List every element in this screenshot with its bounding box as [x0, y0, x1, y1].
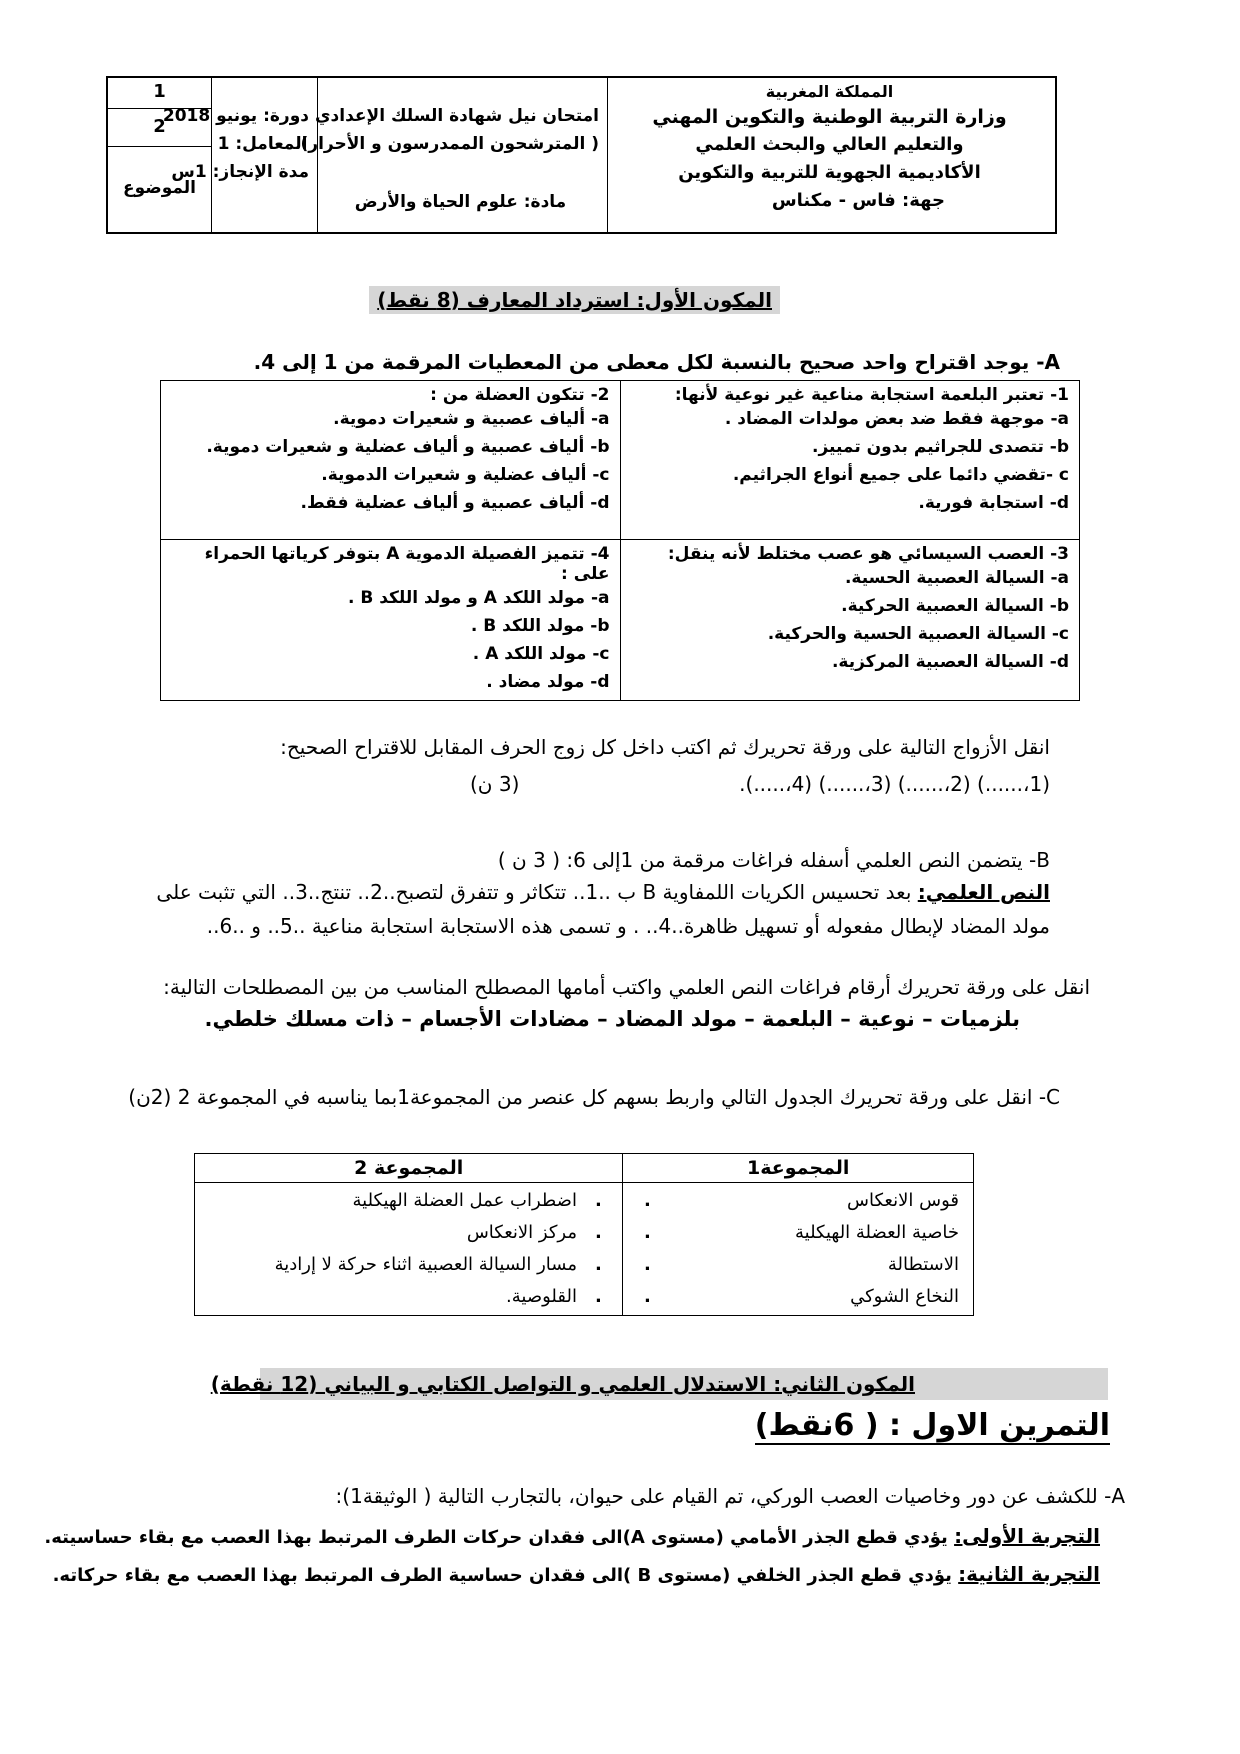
question-1	[620, 381, 1080, 540]
group2-item[interactable]: . القلوصية.	[209, 1281, 608, 1313]
question-4-option-b: b- مولد اللكد B .	[470, 616, 610, 636]
part1-a-instruction: انقل الأزواج التالية على ورقة تحريرك ثم اكتب داخل كل زوج الحرف المقابل للاقتراح الصحيح:	[280, 735, 1050, 759]
group1-header: المجموعة1	[623, 1154, 974, 1183]
group1-item[interactable]: الاستطالة .	[637, 1249, 959, 1281]
qcm-table	[160, 380, 1080, 701]
region-text: جهة: فاس - مكناس	[771, 190, 945, 211]
session-cell	[162, 78, 317, 232]
question-3	[620, 540, 1080, 701]
bullet: .	[644, 1254, 651, 1275]
experiment-2-text: يؤدي قطع الجذر الخلفي (مستوى B )الى فقدان حساسية الطرف المرتبط بهذا العصب مع بقاء حركاته.	[52, 1565, 959, 1586]
bullet: .	[595, 1254, 602, 1275]
question-4-title: 4- تتميز الفصيلة الدموية A بتوفر كرياتها الحمراء على :	[204, 544, 610, 584]
ministry-line-1: وزارة التربية الوطنية والتكوين المهني	[652, 106, 1007, 128]
part1-a-intro: A- يوجد اقتراح واحد صحيح بالنسبة لكل معطى من المعطيات المرقمة من 1 إلى 4.	[253, 350, 1060, 374]
bullet: .	[595, 1190, 602, 1211]
question-4-option-c: c- مولد اللكد A .	[472, 644, 610, 664]
part1-title: المكون الأول: استرداد المعارف (8 نقط)	[369, 286, 780, 314]
question-1-title: 1- تعتبر البلعمة استجابة مناعية غير نوعية لأنها:	[674, 385, 1069, 405]
exam-title-2: ( المترشحون الممدرسون و الأحرار)	[300, 134, 599, 154]
group1-cell	[623, 1183, 974, 1316]
kingdom-text: المملكة المغربية	[765, 82, 894, 101]
exam-cell	[300, 78, 607, 232]
question-3-option-c: c- السيالة العصبية الحسية والحركية.	[767, 624, 1069, 644]
question-3-option-d: d- السيالة العصبية المركزية.	[831, 652, 1069, 672]
page-cell	[108, 78, 211, 232]
part1-c-instruction: C- انقل على ورقة تحريرك الجدول التالي واربط بسهم كل عنصر من المجموعة1بما يناسبه في المجموعة 2 (2ن)	[128, 1085, 1060, 1109]
experiment-1-text: يؤدي قطع الجذر الأمامي (مستوى A)الى فقدان حركات الطرف المرتبط بهذا العصب مع بقاء حساسيته.	[44, 1527, 955, 1548]
part2-a-intro: A- للكشف عن دور وخاصيات العصب الوركي، تم القيام على حيوان، بالتجارب التالية ( الوثيقة1):	[335, 1484, 1125, 1508]
ministry-line-2: والتعليم العالي والبحث العلمي	[695, 134, 964, 155]
scientific-text-1: بعد تحسيس الكريات اللمفاوية B ب ..1.. تتكاثر و تتفرق لتصبح..2.. تنتج..3.. التي تثبت على	[156, 880, 918, 904]
question-2-option-b: b- ألياف عصبية و ألياف عضلية و شعيرات دموية.	[206, 437, 610, 457]
part1-b-terms: بلزميات – نوعية – البلعمة – مولد المضاد – مضادات الأجسام – ذات مسلك خلطي.	[204, 1007, 1020, 1031]
part1-b-text-line-2: مولد المضاد لإبطال مفعوله أو تسهيل ظاهرة..4.. . و تسمى هذه الاستجابة استجابة مناعية ..5.. و ..6..	[206, 914, 1050, 938]
part1-b-intro: B- يتضمن النص العلمي أسفله فراغات مرقمة من 1إلى 6: ( 3 ن )	[497, 848, 1050, 872]
question-4-option-d: d- مولد مضاد .	[486, 672, 610, 692]
bullet: .	[595, 1286, 602, 1307]
experiment-1-label: التجربة الأولى:	[954, 1524, 1100, 1548]
question-2-option-d: d- ألياف عصبية و ألياف عضلية فقط.	[300, 493, 610, 513]
group2-header: المجموعة 2	[195, 1154, 623, 1183]
subject-text: مادة: علوم الحياة والأرض	[354, 192, 567, 212]
part1-a-pairs: (1،......) (2،......) (3،......) (4،.....).	[739, 772, 1050, 796]
question-1-option-d: d- استجابة فورية.	[918, 493, 1069, 513]
question-1-option-b: b- تتصدى للجراثيم بدون تمييز.	[812, 437, 1069, 457]
experiment-1	[44, 1524, 1100, 1548]
page-number: 1	[108, 78, 211, 109]
bullet: .	[644, 1286, 651, 1307]
bullet: .	[595, 1222, 602, 1243]
question-3-option-a: a- السيالة العصبية الحسية.	[844, 568, 1069, 588]
question-2-option-a: a- ألياف عصبية و شعيرات دموية.	[333, 409, 610, 429]
coefficient-text: المعامل: 1	[217, 134, 308, 154]
exam-header	[106, 76, 1057, 234]
page-total: 2	[108, 108, 211, 147]
group1-item[interactable]: خاصية العضلة الهيكلية .	[637, 1217, 959, 1249]
group2-item[interactable]: . مسار السيالة العصبية اثناء حركة لا إرادية	[209, 1249, 608, 1281]
question-2-option-c: c- ألياف عضلية و شعيرات الدموية.	[321, 465, 610, 485]
exercise1-title: التمرين الاول : ( 6نقط)	[754, 1408, 1110, 1443]
question-4	[161, 540, 621, 701]
topic-label: الموضوع	[123, 178, 196, 198]
question-1-option-a: a- موجهة فقط ضد بعض مولدات المضاد .	[724, 409, 1069, 429]
duration-text: مدة الإنجاز: 1س	[171, 162, 309, 182]
question-3-title: 3- العصب السيسائي هو عصب مختلط لأنه ينقل:	[667, 544, 1069, 564]
bullet: .	[644, 1222, 651, 1243]
group2-item[interactable]: . اضطراب عمل العضلة الهيكلية	[209, 1185, 608, 1217]
session-text: دورة: يونيو 2018	[162, 106, 309, 126]
question-2-title: 2- تتكون العضلة من :	[430, 385, 610, 405]
group1-item[interactable]: قوس الانعكاس .	[637, 1185, 959, 1217]
group2-item[interactable]: . مركز الانعكاس	[209, 1217, 608, 1249]
scientific-text-label: النص العلمي:	[917, 880, 1050, 904]
bullet: .	[644, 1190, 651, 1211]
exam-title-1: امتحان نيل شهادة السلك الإعدادي	[314, 106, 599, 126]
part1-b-text-line-1	[156, 880, 1050, 904]
question-3-option-b: b- السيالة العصبية الحركية.	[841, 596, 1069, 616]
ministry-cell	[607, 78, 1055, 232]
question-1-option-c: c -تقضي دائما على جميع أنواع الجراثيم.	[732, 465, 1069, 485]
part1-a-points: (3 ن)	[470, 772, 520, 796]
experiment-2-label: التجربة الثانية:	[958, 1562, 1100, 1586]
group1-item[interactable]: النخاع الشوكي .	[637, 1281, 959, 1313]
question-2	[161, 381, 621, 540]
part2-title: المكون الثاني: الاستدلال العلمي و التواصل الكتابي و البياني (12 نقطة)	[210, 1372, 915, 1396]
experiment-2	[53, 1562, 1100, 1586]
part1-b-instruction: انقل على ورقة تحريرك أرقام فراغات النص العلمي واكتب أمامها المصطلح المناسب من بين المصطلحات التالية:	[163, 975, 1090, 999]
group2-cell	[195, 1183, 623, 1316]
question-4-option-a: a- مولد اللكد A و مولد اللكد B .	[347, 588, 610, 608]
academy-text: الأكاديمية الجهوية للتربية والتكوين	[678, 162, 981, 183]
matching-table	[194, 1153, 974, 1316]
